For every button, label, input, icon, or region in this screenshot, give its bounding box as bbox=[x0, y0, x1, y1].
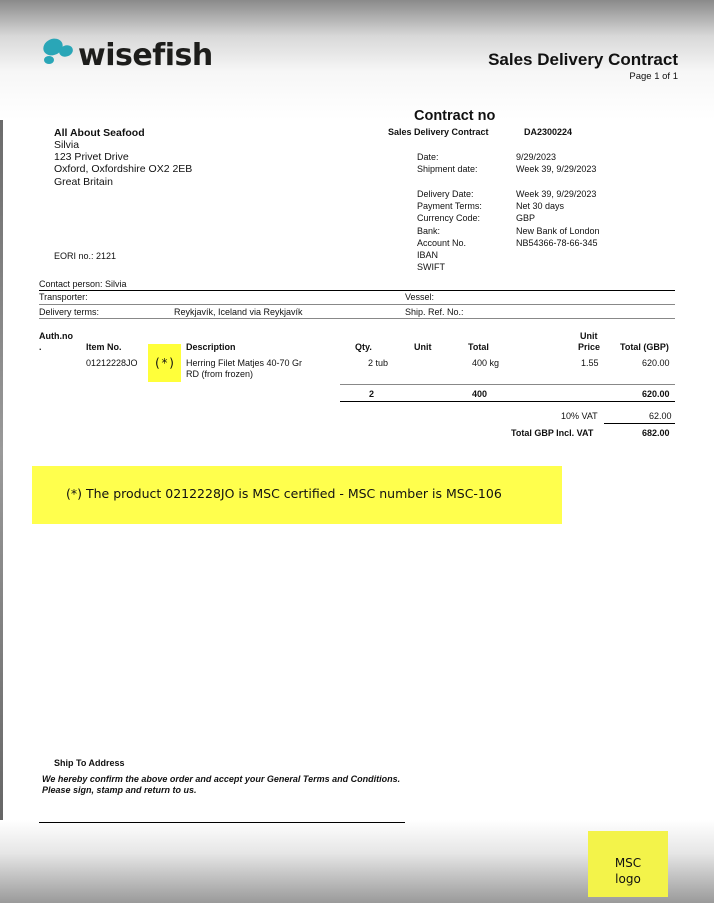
contract-heading: Contract no bbox=[414, 108, 496, 124]
contract-number: DA2300224 bbox=[524, 127, 573, 137]
msc-logo-line-2: logo bbox=[615, 872, 641, 886]
swift-label: SWIFT bbox=[417, 262, 445, 272]
wisefish-logo bbox=[40, 36, 215, 78]
subtotal-qty: 2 bbox=[369, 389, 375, 399]
col-auth-no: Auth.no bbox=[39, 331, 73, 341]
customer-street: 123 Privet Drive bbox=[54, 151, 129, 163]
row-amount: 620.00 bbox=[642, 358, 670, 368]
payment-terms-label: Payment Terms: bbox=[417, 201, 482, 211]
row-item-no: 01212228JO bbox=[86, 358, 138, 368]
subtotal-total: 400 bbox=[472, 389, 488, 399]
page-number: Page 1 of 1 bbox=[629, 71, 678, 82]
account-value: NB54366-78-66-345 bbox=[516, 238, 598, 248]
customer-name: All About Seafood bbox=[54, 127, 145, 139]
shipment-date-label: Shipment date: bbox=[417, 164, 478, 174]
document-title: Sales Delivery Contract bbox=[488, 50, 678, 69]
row-description: Herring Filet Matjes 40-70 Gr bbox=[186, 358, 303, 368]
col-item-no: Item No. bbox=[86, 342, 122, 352]
customer-contact: Silvia bbox=[54, 139, 80, 151]
col-description: Description bbox=[186, 342, 236, 352]
page-edge bbox=[0, 0, 3, 903]
msc-logo-line-1: MSC bbox=[614, 856, 642, 870]
grand-total-label: Total GBP Incl. VAT bbox=[511, 428, 594, 438]
divider bbox=[39, 318, 675, 319]
row-unit-price: 1.55 bbox=[581, 358, 599, 368]
vat-label: 10% VAT bbox=[561, 411, 598, 421]
bank-label: Bank: bbox=[417, 226, 441, 236]
eori-number: EORI no.: 2121 bbox=[54, 251, 117, 261]
col-unit: Unit bbox=[414, 342, 432, 352]
col-unit-price: Unit bbox=[580, 331, 598, 341]
col-auth-dot: . bbox=[39, 342, 42, 352]
msc-certification-note: (*) The product 0212228JO is MSC certified - MSC number is MSC-106 bbox=[32, 466, 562, 524]
account-label: Account No. bbox=[417, 238, 467, 248]
certification-marker: (*) bbox=[148, 344, 181, 382]
delivery-date-label: Delivery Date: bbox=[417, 189, 474, 199]
date-value: 9/29/2023 bbox=[516, 152, 557, 162]
signature-line bbox=[39, 822, 405, 823]
transporter-label: Transporter: bbox=[39, 292, 88, 302]
payment-terms-value: Net 30 days bbox=[516, 201, 565, 211]
ship-to-heading: Ship To Address bbox=[54, 758, 125, 768]
currency-label: Currency Code: bbox=[417, 213, 481, 223]
contract-type: Sales Delivery Contract bbox=[388, 127, 489, 137]
currency-value: GBP bbox=[516, 213, 536, 223]
shipment-date-value: Week 39, 9/29/2023 bbox=[516, 164, 597, 174]
bank-value: New Bank of London bbox=[516, 226, 600, 236]
delivery-terms-label: Delivery terms: bbox=[39, 307, 100, 317]
msc-logo-placeholder bbox=[588, 831, 668, 897]
col-qty: Qty. bbox=[355, 342, 372, 352]
col-total: Total bbox=[468, 342, 489, 352]
divider bbox=[39, 304, 675, 305]
subtotal-amount: 620.00 bbox=[642, 389, 670, 399]
customer-country: Great Britain bbox=[54, 176, 113, 188]
row-description-2: RD (from frozen) bbox=[186, 369, 254, 379]
confirmation-text: We hereby confirm the above order and accept your General Terms and Conditions. Please sign, stamp and return to us. bbox=[42, 774, 401, 795]
divider bbox=[39, 290, 675, 291]
delivery-terms-value: Reykjavík, Iceland via Reykjavík bbox=[174, 307, 303, 317]
col-unit-price-2: Price bbox=[578, 342, 601, 352]
row-total: 400 kg bbox=[472, 358, 500, 368]
fish-logo-icon bbox=[40, 36, 76, 70]
divider bbox=[340, 384, 675, 385]
delivery-date-value: Week 39, 9/29/2023 bbox=[516, 189, 597, 199]
col-total-gbp: Total (GBP) bbox=[620, 342, 669, 352]
brand-name: wisefish bbox=[78, 38, 213, 73]
ship-ref-label: Ship. Ref. No.: bbox=[405, 307, 464, 317]
iban-label: IBAN bbox=[417, 250, 439, 260]
contact-person: Contact person: Silvia bbox=[39, 279, 127, 289]
row-qty: 2 tub bbox=[368, 358, 389, 368]
customer-city: Oxford, Oxfordshire OX2 2EB bbox=[54, 163, 193, 175]
grand-total-amount: 682.00 bbox=[642, 428, 670, 438]
divider bbox=[340, 401, 675, 402]
vessel-label: Vessel: bbox=[405, 292, 435, 302]
divider bbox=[604, 423, 675, 424]
date-label: Date: bbox=[417, 152, 439, 162]
vat-amount: 62.00 bbox=[649, 411, 672, 421]
